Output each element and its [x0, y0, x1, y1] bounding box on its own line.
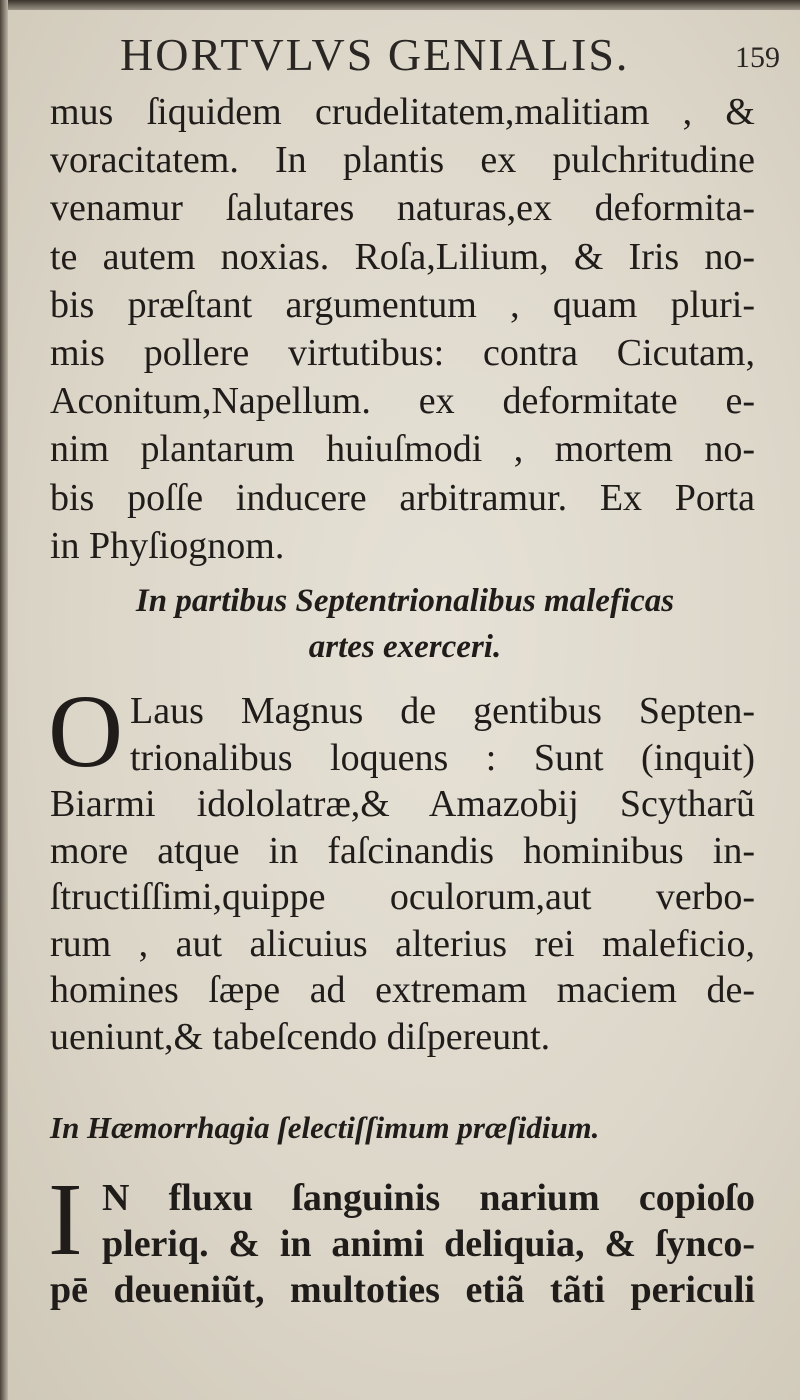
text-line: ſtructiſſimi,quippe oculorum,aut verbo- — [50, 876, 755, 918]
text-line: Laus Magnus de gentibus Septen- — [130, 690, 755, 732]
section-heading-haemorrhagia — [50, 1108, 755, 1148]
text-line: pleriq. & in animi deliquia, & ſynco- — [102, 1223, 755, 1265]
drop-cap-i: I — [48, 1162, 83, 1277]
text-line: te autem noxias. Roſa,Lilium, & Iris no- — [50, 235, 755, 278]
paragraph-physiognomy — [50, 88, 755, 570]
page-top-edge — [0, 0, 800, 10]
drop-cap-o: O — [48, 674, 124, 789]
text-line: nim plantarum huiuſmodi , mortem no- — [50, 428, 755, 471]
heading-line: artes exerceri. — [308, 629, 502, 665]
text-line: venamur ſalutares naturas,ex deformita- — [50, 187, 755, 230]
text-line: in Phyſiognom. — [50, 524, 285, 567]
paragraph-olaus-magnus — [50, 688, 755, 1060]
section-heading-septentrional — [60, 578, 750, 670]
page-binding-edge — [0, 0, 8, 1400]
text-line: pē deueniũt, multoties etiã tãti periculi — [50, 1269, 755, 1311]
text-line: bis præſtant argumentum , quam pluri- — [50, 283, 755, 326]
text-line: Aconitum,Napellum. ex deformitate e- — [50, 380, 755, 423]
text-line: mis pollere virtutibus: contra Cicutam, — [50, 332, 755, 375]
text-line: bis poſſe inducere arbitramur. Ex Porta — [50, 476, 755, 519]
text-line: ueniunt,& tabeſcendo diſpereunt. — [50, 1015, 551, 1058]
text-line: more atque in faſcinandis hominibus in- — [50, 829, 755, 872]
heading-line: In partibus Septentrionalibus maleficas — [135, 583, 675, 619]
text-line: trionalibus loquens : Sunt (inquit) — [130, 736, 755, 779]
text-line: mus ſiquidem crudelitatem,malitiam , & — [50, 91, 755, 133]
text-line: voracitatem. In plantis ex pulchritudine — [50, 139, 755, 182]
running-title: HORTVLVS GENIALIS. — [120, 29, 630, 80]
text-line: Biarmi idololatræ,& Amazobij Scytharũ — [50, 783, 755, 825]
paragraph-nosebleed — [50, 1175, 755, 1313]
heading-line: In Hæmorrhagia ſelectiſſimum præſidium. — [50, 1110, 600, 1145]
text-line: homines ſæpe ad extremam maciem de- — [50, 969, 755, 1011]
running-head — [120, 30, 780, 80]
text-line: rum , aut alicuius alterius rei maleficio, — [50, 922, 755, 965]
page-number: 159 — [735, 41, 780, 74]
text-line: N fluxu ſanguinis narium copioſo — [102, 1177, 755, 1219]
